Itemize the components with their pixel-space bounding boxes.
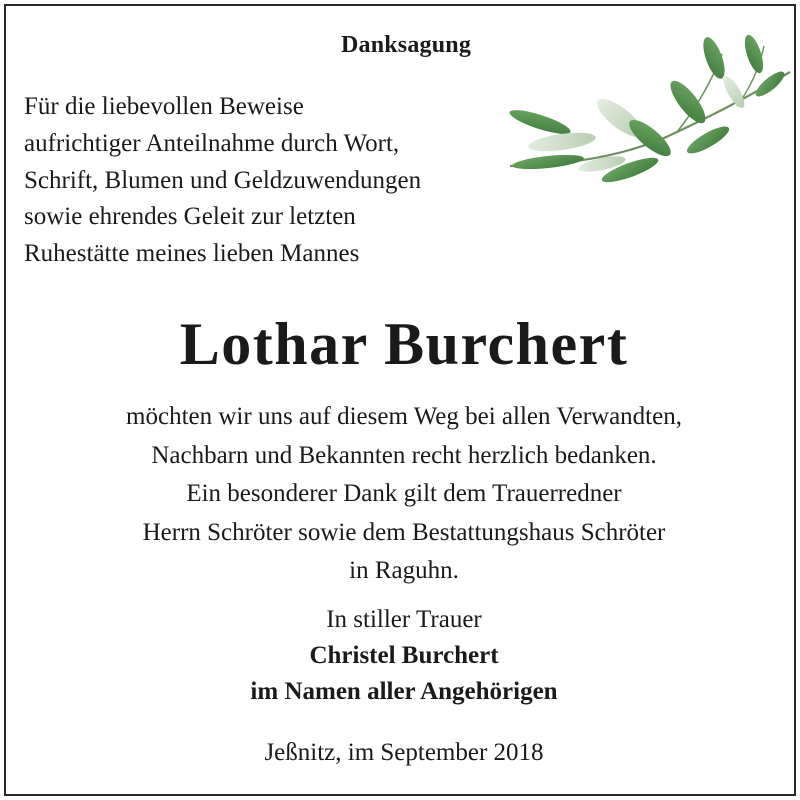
thanks-line: in Raguhn. bbox=[349, 557, 459, 584]
mourning-line: In stiller Trauer bbox=[326, 606, 482, 633]
thanks-line: möchten wir uns auf diesem Weg bei allen Verwandten, bbox=[126, 403, 682, 430]
thanks-line: Herrn Schröter sowie dem Bestattungshaus Schröter bbox=[142, 518, 666, 546]
obituary-card bbox=[4, 4, 796, 796]
intro-line: Für die liebevollen Beweise bbox=[24, 93, 304, 120]
signature-block bbox=[6, 602, 800, 710]
family-line: im Namen aller Angehörigen bbox=[250, 678, 558, 705]
signer-name: Christel Burchert bbox=[309, 642, 499, 669]
deceased-name: Lothar Burchert bbox=[179, 311, 629, 377]
thanks-line: Ein besonderer Dank gilt dem Trauerredner bbox=[186, 480, 622, 507]
intro-line: sowie ehrendes Geleit zur letzten bbox=[24, 203, 356, 231]
heading: Danksagung bbox=[340, 32, 472, 58]
olive-branch-icon bbox=[502, 14, 798, 230]
intro-line: Ruhestätte meines lieben Mannes bbox=[24, 240, 360, 268]
thanks-text bbox=[6, 398, 800, 591]
intro-text bbox=[24, 89, 544, 273]
intro-line: Schrift, Blumen und Geldzuwendungen bbox=[24, 166, 422, 194]
place-date: Jeßnitz, im September 2018 bbox=[264, 739, 544, 766]
intro-line: aufrichtiger Anteilnahme durch Wort, bbox=[24, 129, 400, 157]
thanks-line: Nachbarn und Bekannten recht herzlich bedanken. bbox=[151, 441, 657, 469]
